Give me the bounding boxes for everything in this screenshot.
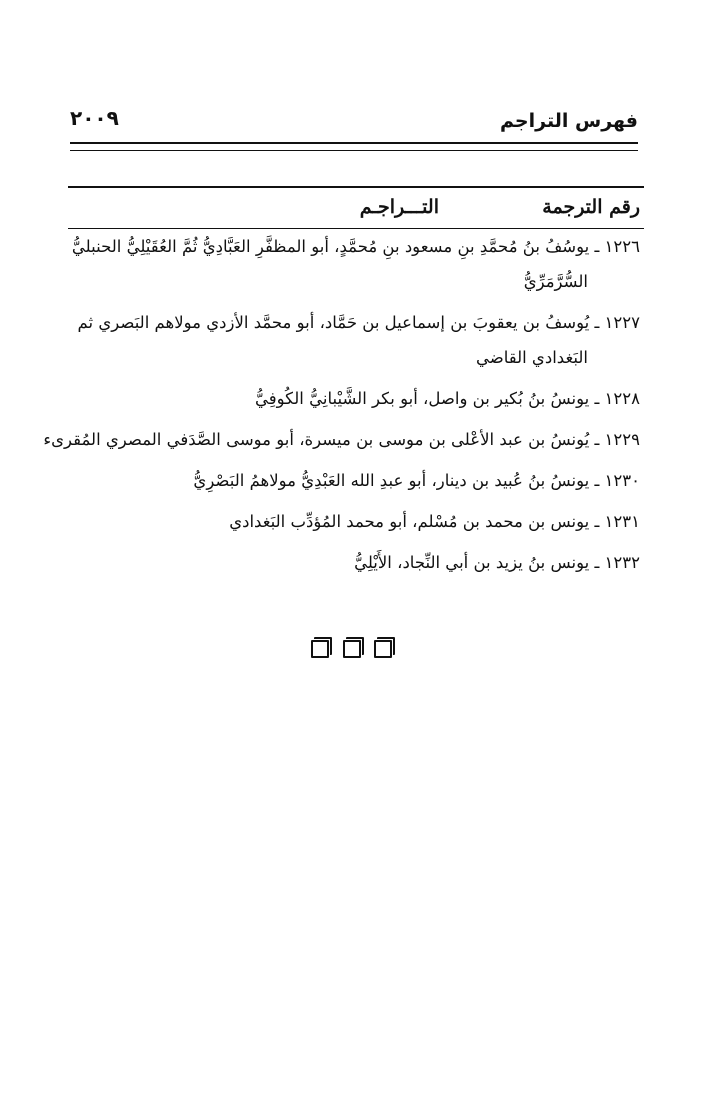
end-of-section-ornament [0, 640, 703, 662]
entry-continuation: البَغدادي القاضي [475, 348, 588, 367]
square-ornament-icon [311, 640, 329, 658]
entry-line: ١٢٣٢ ـ يونس بنُ يزيد بن أبي النِّجاد، الأَيْلِيُّ [354, 553, 640, 572]
entry-1232 [68, 545, 644, 580]
entry-line: ١٢٢٨ ـ يونسُ بنُ بُكير بن واصل، أبو بكر الشَّيْبانِيُّ الكُوفِيُّ [254, 389, 640, 408]
page-number: ٢٠٠٩ [70, 106, 119, 130]
entry-line: ١٢٣١ ـ يونس بن محمد بن مُسْلم، أبو محمد المُؤدِّب البَغدادي [229, 512, 640, 531]
running-header [70, 104, 638, 138]
entry-1227 [68, 305, 644, 375]
biographies-index-table [43, 186, 644, 580]
entry-continuation: السُّرَّمَرِّيُّ [523, 272, 588, 291]
square-ornament-icon [374, 640, 392, 658]
entry-line: ١٢٢٦ ـ يوسُفُ بنُ مُحمَّدِ بنِ مسعود بنِ مُحمَّدٍ، أبو المظفَّرِ العَبَّادِيُّ ثُمَّ العُقَيْلِيُّ الحنبليُّ [71, 237, 640, 256]
column-header-biographies: التـــراجـم [359, 196, 439, 218]
entry-1230 [68, 463, 644, 498]
entry-line: ١٢٣٠ ـ يونسُ بنُ عُبيد بن دينار، أبو عبدِ الله العَبْدِيُّ مولاهمُ البَصْرِيُّ [193, 471, 640, 490]
column-header-row [68, 188, 644, 229]
entry-1231 [68, 504, 644, 539]
header-double-rule [70, 142, 638, 151]
entry-line: ١٢٢٩ ـ يُونسُ بن عبد الأعْلى بن موسى بن ميسرة، أبو موسى الصَّدَفي المصري المُقرىء [43, 430, 640, 449]
entries-list [43, 229, 644, 580]
entry-1226 [68, 229, 644, 299]
column-header-number: رقم الترجمة [542, 196, 640, 218]
entry-line: ١٢٢٧ ـ يُوسفُ بن يعقوبَ بن إسماعيل بن حَمَّاد، أبو محمَّد الأزدي مولاهم البَصري ثم [77, 313, 640, 332]
square-ornament-icon [343, 640, 361, 658]
entry-1228 [68, 381, 644, 416]
header-title: فهرس التراجم [500, 110, 638, 132]
entry-1229 [43, 422, 644, 457]
